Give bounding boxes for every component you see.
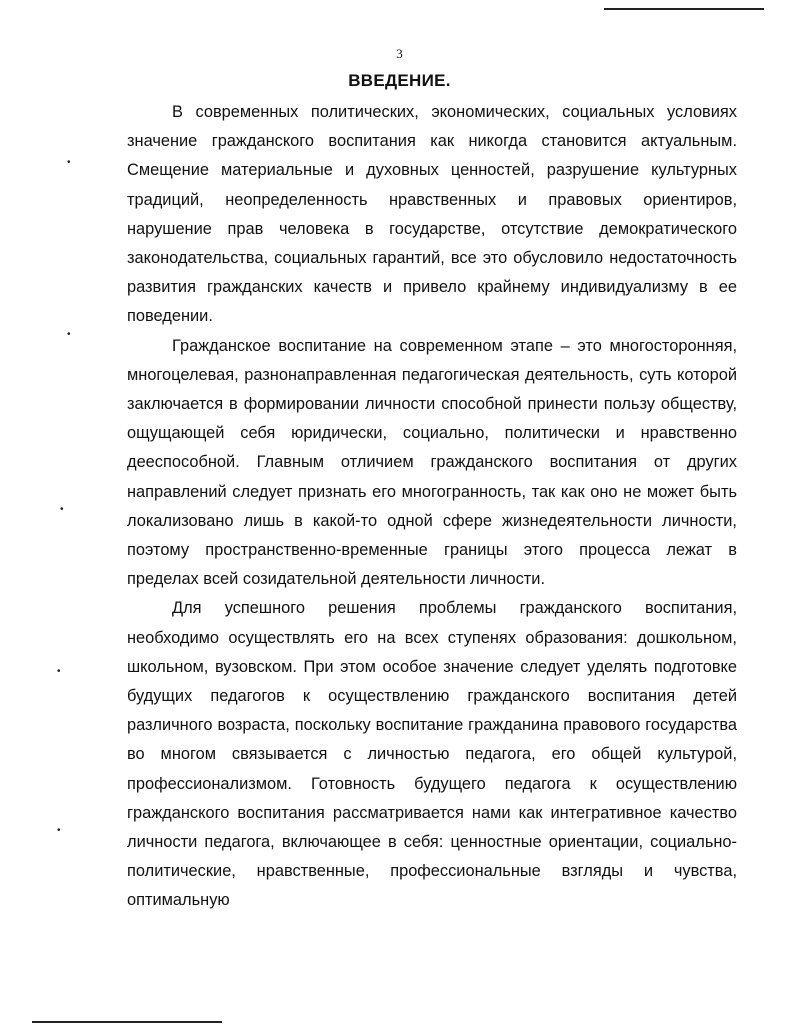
body-text xyxy=(127,98,737,916)
paragraph-2: Гражданское воспитание на современном этапе – это многосторонняя, многоцелевая, разнонаправленная педагогическая деятельность, суть которой заключается в формировании личности способной принести пользу обществу, ощущающей себя юридически, социально, политически и нравственно дееспособной. Главным отличием гражданского воспитания от других направлений следует признать его многогранность, так как оно не может быть локализовано лишь в какой-то одной сфере жизнедеятельности личности, поэтому пространственно-временные границы этого процесса лежат в пределах всей созидательной деятельности личности. xyxy=(127,336,737,589)
scan-bottom-rule xyxy=(32,1021,222,1023)
paragraph-3: Для успешного решения проблемы гражданского воспитания, необходимо осуществлять его на всех ступенях образования: дошкольном, школьном, вузовском. При этом особое значение следует уделять подготовке будущих педагогов к осуществлению гражданского воспитания детей различного возраста, поскольку воспитание гражданина правового государства во многом связывается с личностью педагога, его общей культурой, профессионализмом. Готовность будущего педагога к осуществлению гражданского воспитания рассматривается нами как интегративное качество личности педагога, включающее в себя: ценностные ориентации, социально-политические, нравственные, профессиональные взгляды и чувства, оптимальную xyxy=(127,599,737,910)
scan-speck-mark: • xyxy=(57,825,61,836)
page-title: ВВЕДЕНИЕ. xyxy=(348,71,451,90)
scan-speck-mark: • xyxy=(60,504,64,515)
paragraph-1: В современных политических, экономических, социальных условиях значение гражданского воспитания как никогда становится актуальным. Смещение материальные и духовных ценностей, разрушение культурных традиций, неопределенность нравственных и правовых ориентиров, нарушение прав человека в государстве, отсутствие демократического законодательства, социальных гарантий, все это обусловило недостаточность развития гражданских качеств и привело крайнему индивидуализму в ее поведении. xyxy=(127,103,737,326)
scan-speck-mark: • xyxy=(57,666,61,677)
page-number: 3 xyxy=(396,46,403,61)
scan-speck-mark: • xyxy=(67,329,71,340)
scan-top-rule xyxy=(604,8,764,10)
scan-speck-mark: • xyxy=(67,157,71,168)
